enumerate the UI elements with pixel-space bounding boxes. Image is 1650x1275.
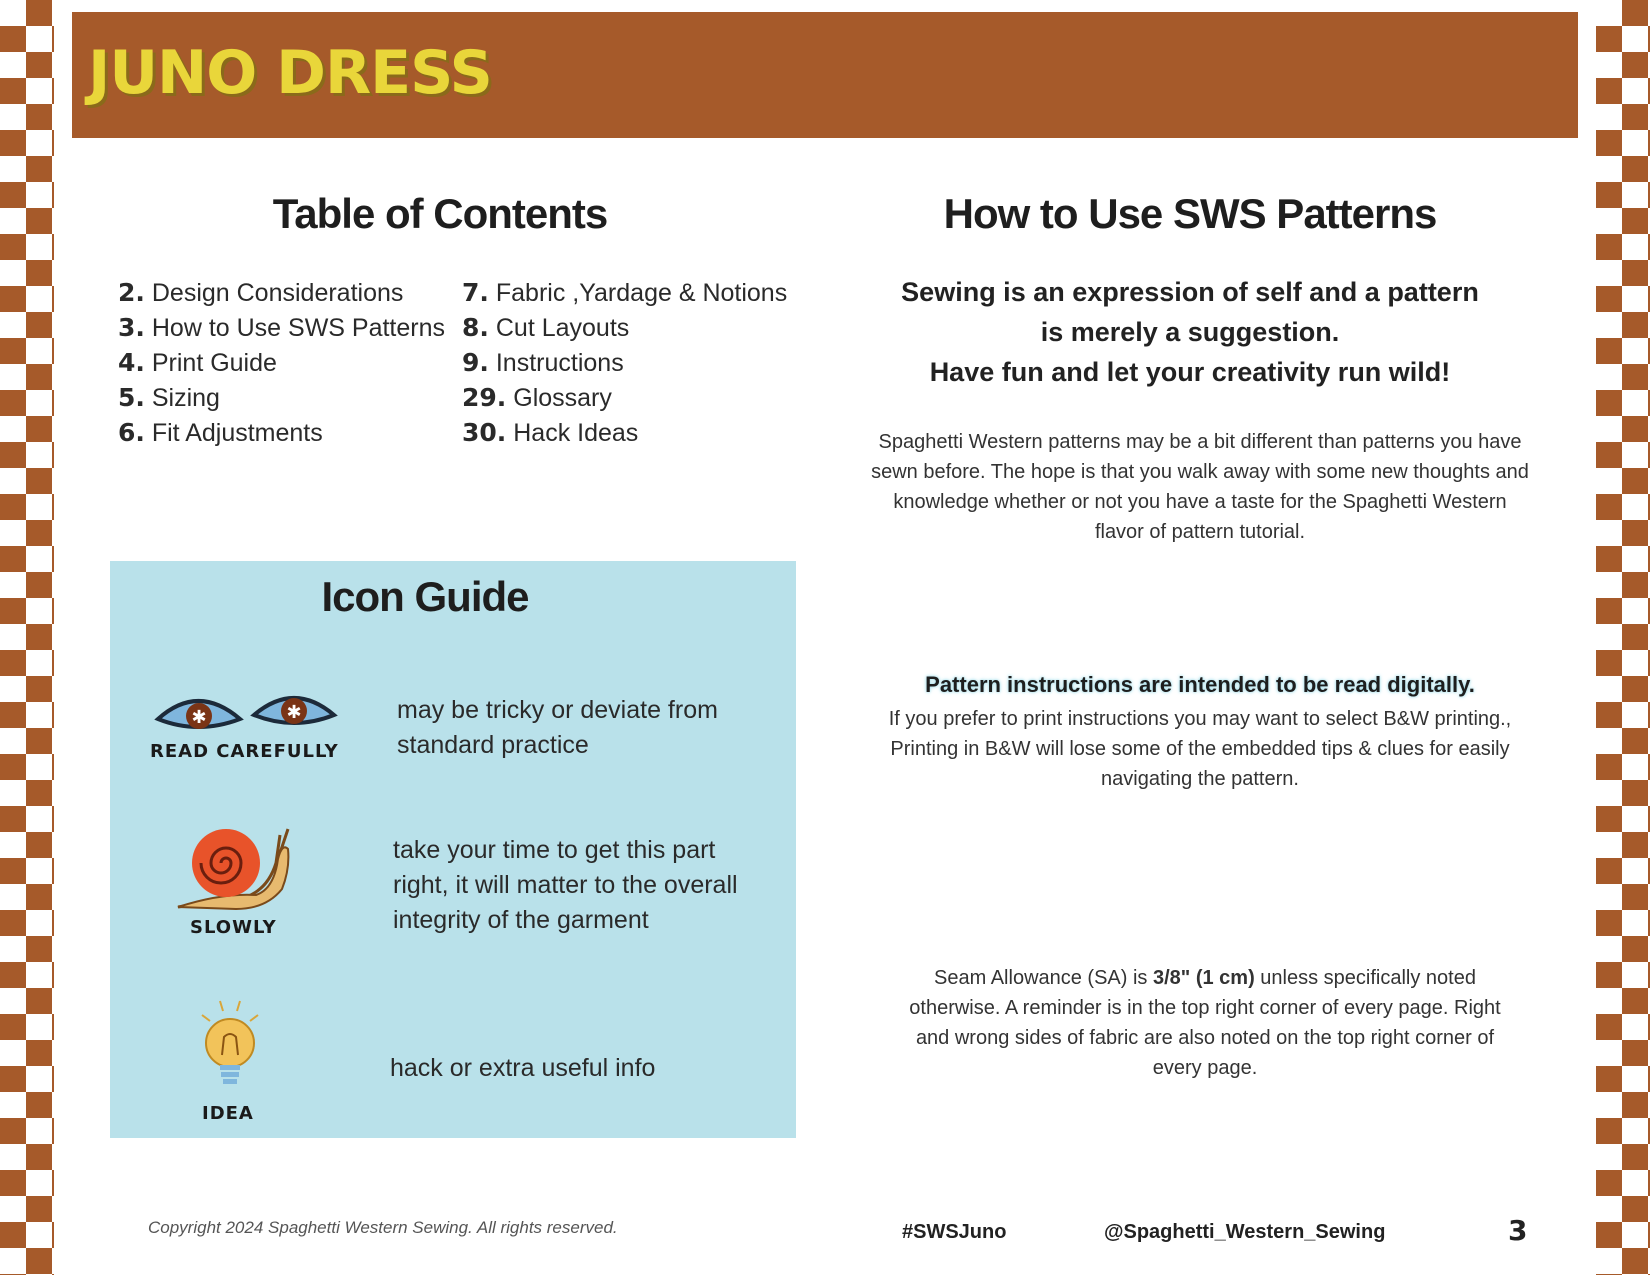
toc-item[interactable] <box>118 313 445 348</box>
idea-caption: IDEA <box>202 1103 254 1124</box>
toc-column-left <box>118 278 445 453</box>
seam-allowance-value: 3/8" (1 cm) <box>1153 967 1255 989</box>
toc-page-number: 9. <box>462 348 489 377</box>
toc-label: Instructions <box>495 349 624 377</box>
toc-item[interactable] <box>118 348 445 383</box>
toc-label: Cut Layouts <box>495 314 630 342</box>
hashtag: #SWSJuno <box>902 1221 1007 1243</box>
snail-icon <box>176 823 301 913</box>
svg-text:✱: ✱ <box>286 702 302 723</box>
read-carefully-caption: READ CAREFULLY <box>150 741 339 762</box>
toc-label: Print Guide <box>151 349 277 377</box>
toc-item[interactable] <box>462 348 787 383</box>
page-number: 3 <box>1508 1214 1528 1247</box>
svg-text:✱: ✱ <box>191 707 207 728</box>
how-to-heading: How to Use SWS Patterns <box>943 190 1437 237</box>
toc-page-number: 5. <box>118 383 145 412</box>
idea-description: hack or extra useful info <box>390 1054 656 1082</box>
header-banner <box>72 12 1578 138</box>
checker-border-left <box>0 0 54 1275</box>
pattern-title: JUNO DRESS <box>88 38 492 108</box>
toc-label: Hack Ideas <box>513 419 639 447</box>
lightbulb-icon <box>194 997 264 1097</box>
intro-paragraph: Spaghetti Western patterns may be a bit different than patterns you have sewn before. The hope is that you walk away with some new thoughts and knowledge whether or not you have a taste for the Spaghetti Western flavor of pattern tutorial. <box>871 431 1529 543</box>
digital-reading-note: Pattern instructions are intended to be read digitally. <box>925 672 1475 697</box>
toc-page-number: 2. <box>118 278 145 307</box>
toc-label: Fit Adjustments <box>151 419 323 447</box>
copyright-text: Copyright 2024 Spaghetti Western Sewing. All rights reserved. <box>148 1218 618 1237</box>
toc-label: Fabric ,Yardage & Notions <box>495 279 788 307</box>
toc-item[interactable] <box>118 418 445 453</box>
toc-page-number: 4. <box>118 348 145 377</box>
toc-item[interactable] <box>462 278 787 313</box>
toc-item[interactable] <box>462 418 787 453</box>
icon-guide-panel <box>110 561 796 1138</box>
toc-label: Design Considerations <box>151 279 404 307</box>
toc-label: Glossary <box>513 384 612 412</box>
toc-page-number: 3. <box>118 313 145 342</box>
toc-label: How to Use SWS Patterns <box>151 314 446 342</box>
social-handle: @Spaghetti_Western_Sewing <box>1104 1221 1386 1243</box>
toc-page-number: 8. <box>462 313 489 342</box>
toc-page-number: 6. <box>118 418 145 447</box>
slowly-description: take your time to get this part right, it will matter to the overall integrity of the garment <box>393 836 738 934</box>
print-note-paragraph: If you prefer to print instructions you may want to select B&W printing., Printing in B&W will lose some of the embedded tips & clues for easily navigating the pattern. <box>888 708 1512 790</box>
toc-page-number: 29. <box>462 383 507 412</box>
toc-item[interactable] <box>462 313 787 348</box>
slowly-caption: SLOWLY <box>190 917 277 938</box>
checker-border-right <box>1596 0 1650 1275</box>
tagline: Sewing is an expression of self and a pattern is merely a suggestion. Have fun and let your creativity run wild! <box>901 277 1479 387</box>
toc-item[interactable] <box>462 383 787 418</box>
icon-guide-heading: Icon Guide <box>321 573 529 620</box>
toc-item[interactable] <box>118 278 445 313</box>
toc-page-number: 7. <box>462 278 489 307</box>
toc-item[interactable] <box>118 383 445 418</box>
read-carefully-description: may be tricky or deviate from standard practice <box>397 696 718 759</box>
toc-label: Sizing <box>151 384 220 412</box>
toc-page-number: 30. <box>462 418 507 447</box>
toc-heading: Table of Contents <box>272 190 608 237</box>
seam-allowance-paragraph: Seam Allowance (SA) is 3/8" (1 cm) unless specifically noted otherwise. A reminder is in the top right corner of every page. Right and wrong sides of fabric are also noted on the top right corner of every page. <box>909 967 1501 1079</box>
eyes-icon <box>154 685 339 737</box>
toc-column-right <box>462 278 787 453</box>
